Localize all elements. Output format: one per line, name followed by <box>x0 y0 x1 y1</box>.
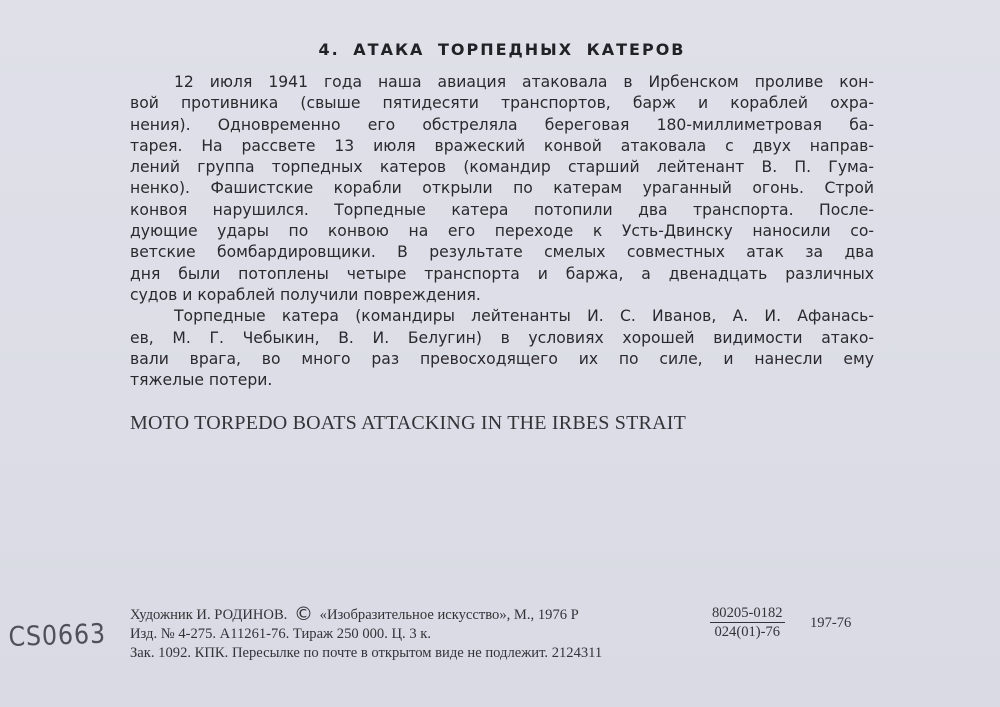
page-title: 4. АТАКА ТОРПЕДНЫХ КАТЕРОВ <box>318 40 686 59</box>
fraction-denominator: 024(01)-76 <box>714 624 781 640</box>
text-line: лений группа торпедных катеров (командир старший лейтенант В. П. Гума- <box>130 158 874 177</box>
text-line: ев, М. Г. Чебыкин, В. И. Белугин) в условиях хорошей видимости атако- <box>130 328 874 347</box>
text-line: ненко). Фашистские корабли открыли по катерам ураганный огонь. Строй <box>130 179 874 198</box>
text-line: вали врага, во много раз превосходящего их по силе, и нанесли ему <box>130 349 874 368</box>
body-text <box>130 72 874 391</box>
text-line: нения). Одновременно его обстреляла береговая 180-миллиметровая ба- <box>130 115 874 134</box>
publisher-info: «Изобразительное искусство», М., 1976 Р <box>319 607 579 623</box>
text-line: вой противника (свыше пятидесяти транспортов, барж и кораблей охра- <box>130 94 874 113</box>
text-line: дующие удары по конвою на его переходе к Усть-Двинску наносили со- <box>130 222 874 241</box>
catalog-suffix: 197-76 <box>810 615 852 631</box>
fraction-numerator: 80205-0182 <box>712 605 783 621</box>
text-line: 12 июля 1941 года наша авиация атаковала в Ирбенском проливе кон- <box>174 73 874 91</box>
artist-credit: Художник И. РОДИНОВ. <box>130 607 288 623</box>
colophon-line-3: Зак. 1092. КПК. Пересылке по почте в открытом виде не подлежит. 2124311 <box>130 645 603 661</box>
text-line: тяжелые потери. <box>130 371 273 390</box>
text-line: ветские бомбардировщики. В результате смелых совместных атак за два <box>130 243 874 262</box>
catalog-fraction <box>710 604 785 641</box>
handwritten-inventory-code: CS0663 <box>8 618 107 653</box>
colophon-line-2: Изд. № 4-275. А11261-76. Тираж 250 000. Ц. 3 к. <box>130 626 432 642</box>
text-line: дня были потоплены четыре транспорта и баржа, а двенадцать различных <box>130 264 874 283</box>
text-line: тарея. На рассвете 13 июля вражеский конвой атаковала с двух направ- <box>130 136 874 155</box>
text-line: судов и кораблей получили повреждения. <box>130 285 481 304</box>
text-line: конвоя нарушился. Торпедные катера потопили два транспорта. После- <box>130 200 874 219</box>
english-caption: MOTO TORPEDO BOATS ATTACKING IN THE IRBES STRAIT <box>130 412 687 434</box>
copyright-icon: © <box>294 603 313 625</box>
colophon <box>130 603 852 663</box>
text-line: Торпедные катера (командиры лейтенанты И. С. Иванов, А. И. Афанась- <box>174 307 874 326</box>
